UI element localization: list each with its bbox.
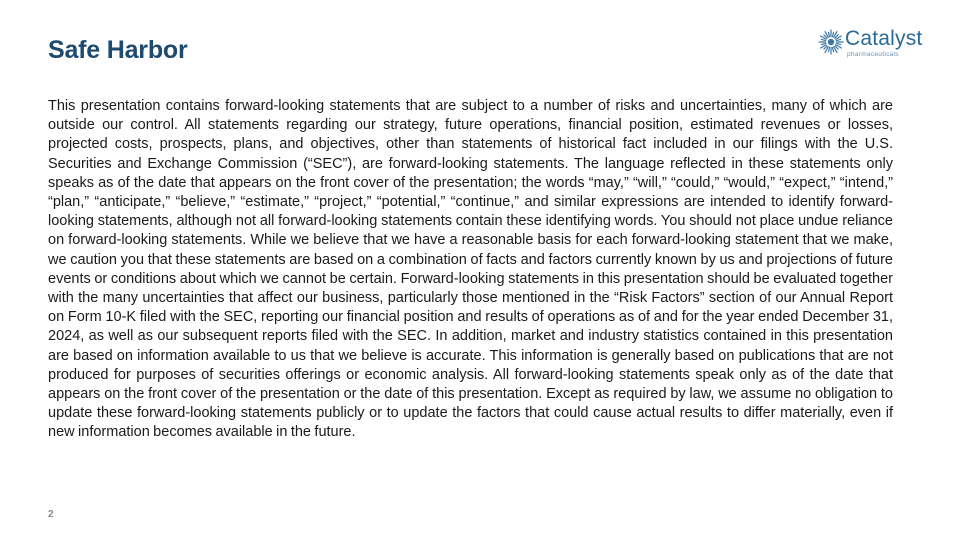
page-number: 2: [48, 509, 54, 520]
safe-harbor-paragraph: This presentation contains forward-looking statements that are subject to a number of risks and uncertainties, many of which are outside our control. All statements regarding our strategy, future operations, financial position, estimated revenues or losses, projected costs, prospects, plans, and objectives, other than statements of historical fact included in our filings with the U.S. Securities and Exchange Commission (“SEC”), are forward-looking statements. The language reflected in these statements only speaks as of the date that appears on the front cover of the presentation; the words “may,” “will,” “could,” “would,” “expect,” “intend,” “plan,” “anticipate,” “believe,” “estimate,” “project,” “potential,” “continue,” and similar expressions are intended to identify forward-looking statements, although not all forward-looking statements contain these identifying words. You should not place undue reliance on forward-looking statements. While we believe that we have a reasonable basis for each forward-looking statement that we make, we caution you that these statements are based on a combination of facts and factors currently known by us and projections of future events or conditions about which we cannot be certain. Forward-looking statements in this presentation should be evaluated together with the many uncertainties that affect our business, particularly those mentioned in the “Risk Factors” section of our Annual Report on Form 10-K filed with the SEC, reporting our financial position and results of operations as of and for the year ended December 31, 2024, as well as our subsequent reports filed with the SEC. In addition, market and industry statistics contained in this presentation are based on information available to us that we believe is accurate. This information is generally based on publications that are not produced for purposes of securities offerings or economic analysis. All forward-looking statements speak only as of the date that appears on the front cover of the presentation or the date of this presentation. Except as required by law, we assume no obligation to update these forward-looking statements publicly or to update the factors that could cause actual results to differ materially, even if new information becomes available in the future.: [48, 98, 893, 441]
slide-title: Safe Harbor: [48, 36, 188, 64]
logo-tagline: pharmaceuticals: [847, 51, 899, 58]
logo-wordmark: Catalyst: [845, 27, 923, 50]
company-logo: [818, 28, 934, 62]
starburst-icon: [818, 29, 844, 55]
